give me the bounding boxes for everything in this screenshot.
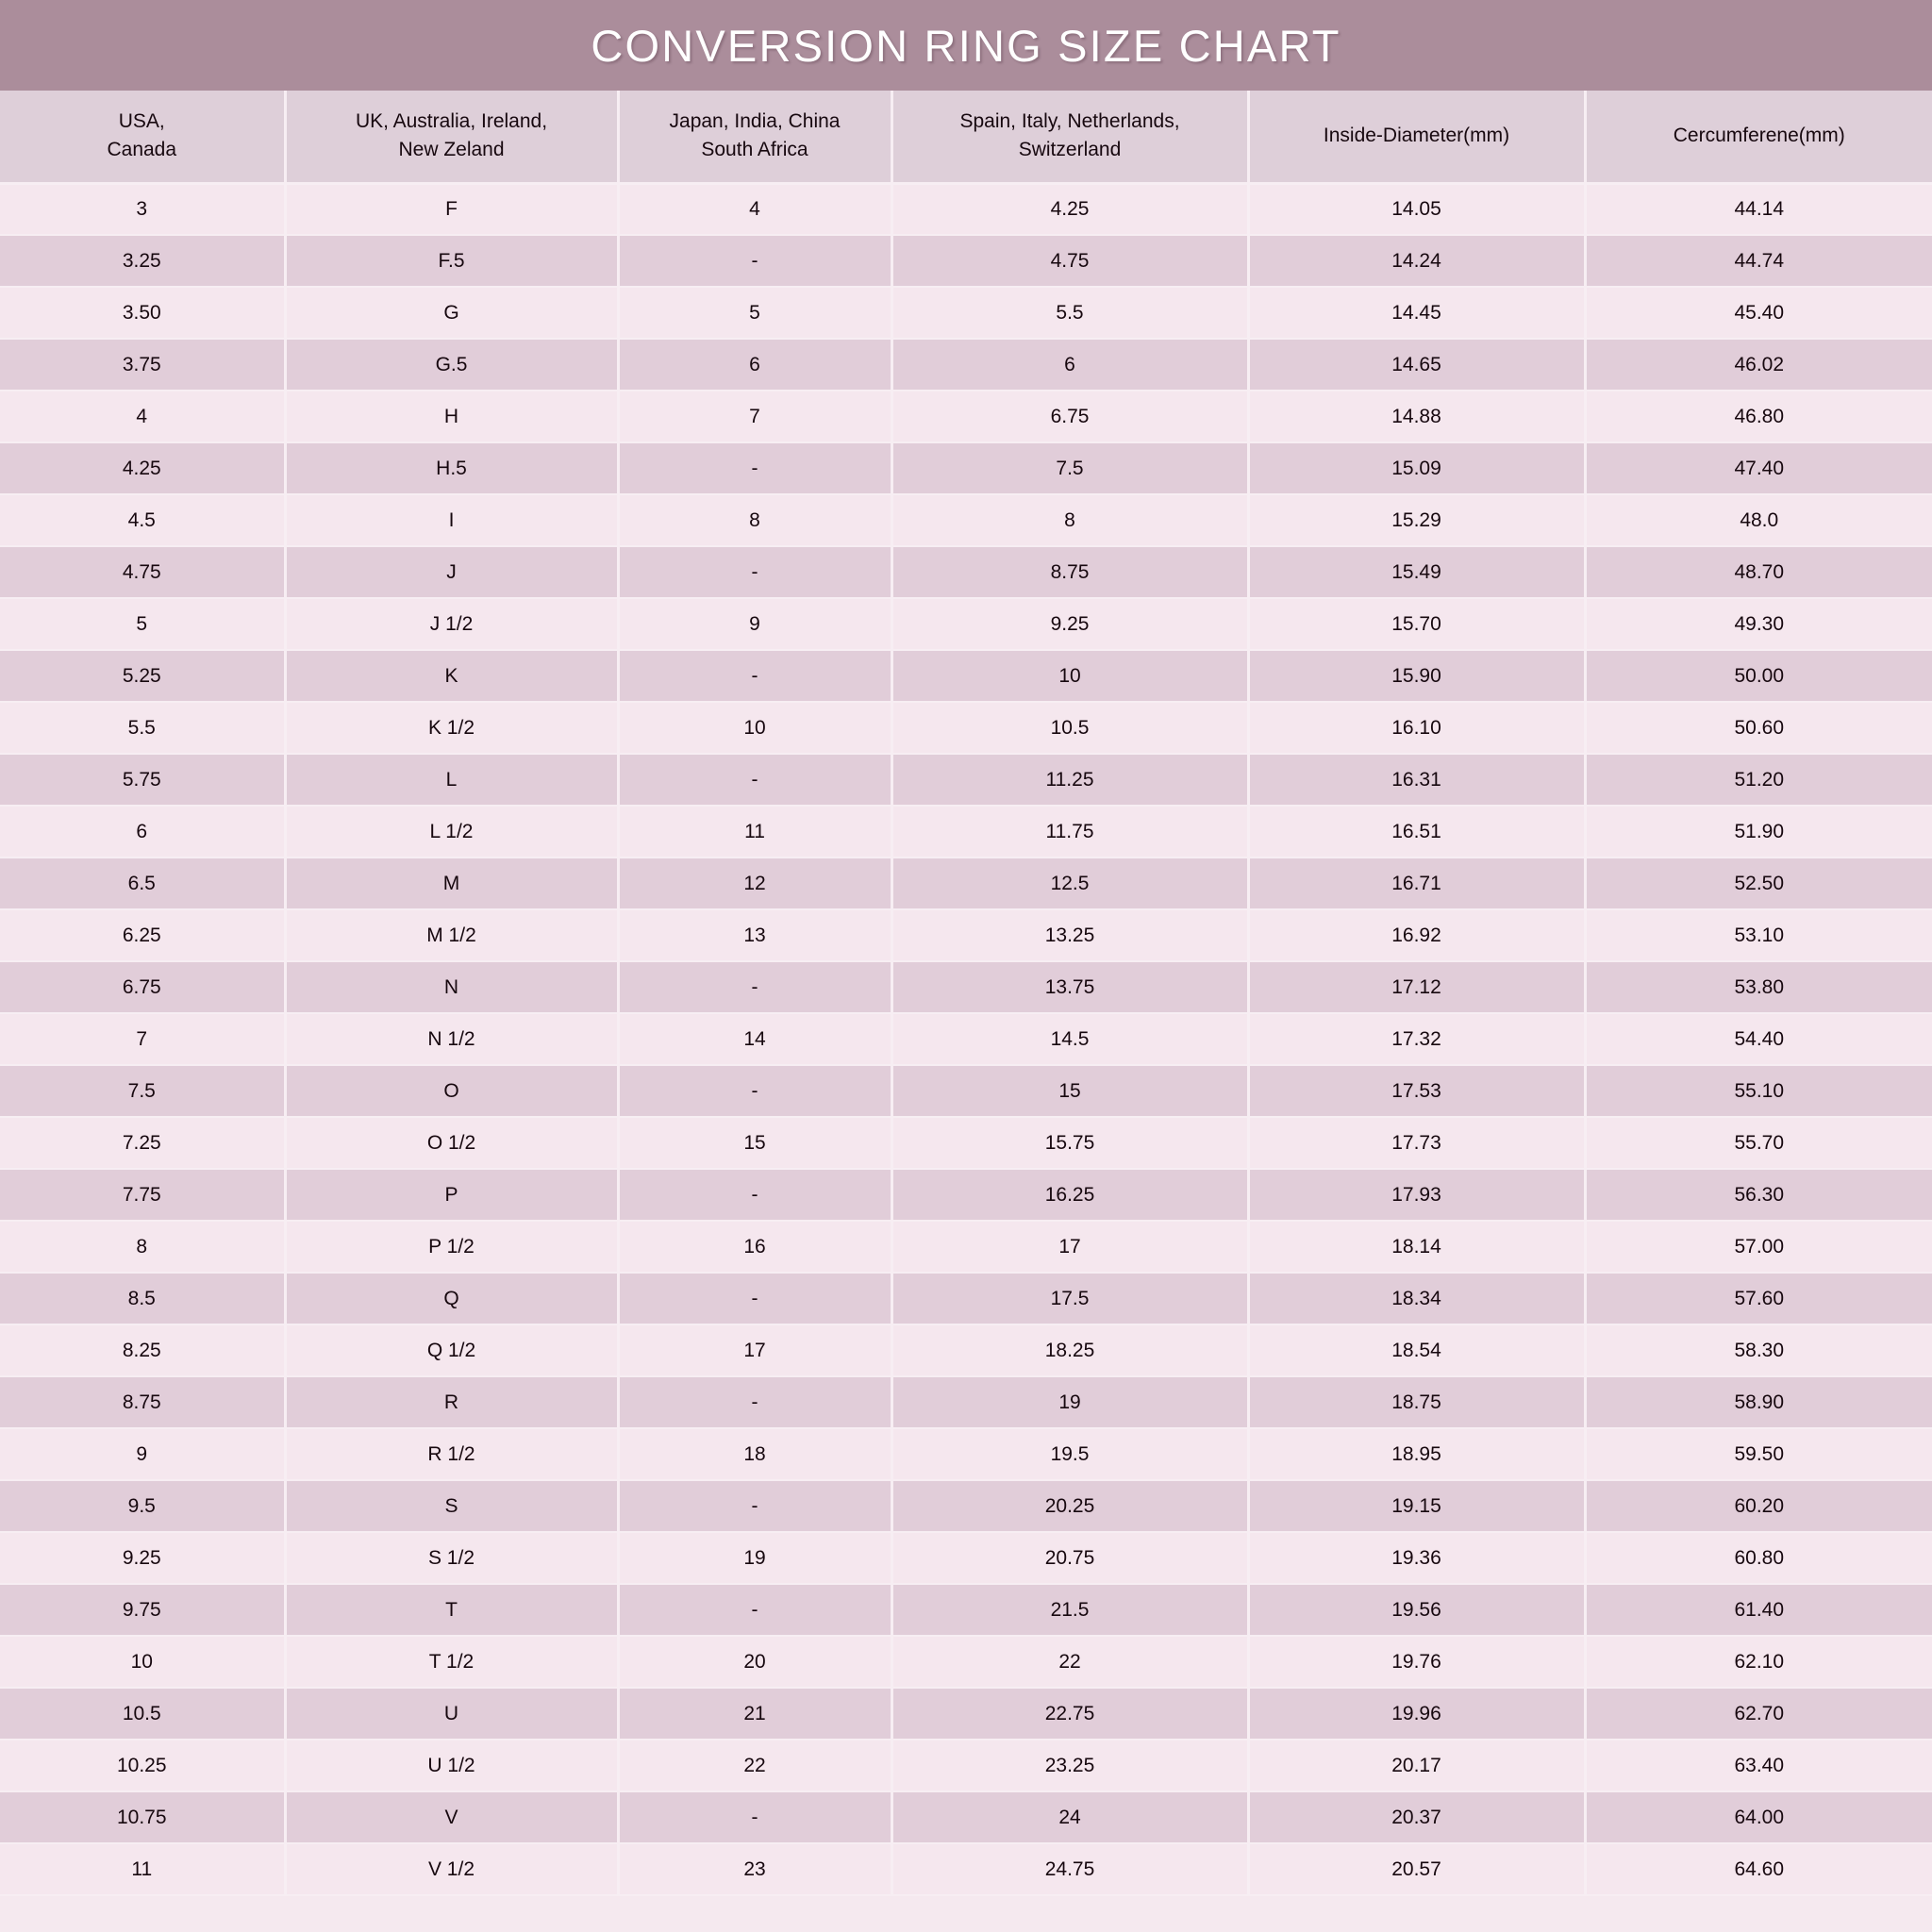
table-cell-col3: 12.5	[891, 858, 1248, 909]
table-cell-col1: V 1/2	[285, 1843, 618, 1895]
table-cell-col4: 20.37	[1248, 1791, 1585, 1843]
table-cell-col1: S 1/2	[285, 1532, 618, 1584]
table-cell-col1: G.5	[285, 339, 618, 391]
table-cell-col0: 7	[0, 1013, 285, 1065]
table-cell-col4: 19.15	[1248, 1480, 1585, 1532]
table-cell-col2: 6	[618, 339, 891, 391]
table-cell-col1: H.5	[285, 442, 618, 494]
table-row	[0, 754, 1932, 806]
table-cell-col5: 46.02	[1585, 339, 1932, 391]
table-cell-col5: 44.14	[1585, 183, 1932, 235]
table-cell-col1: O 1/2	[285, 1117, 618, 1169]
table-cell-col1: P	[285, 1169, 618, 1221]
table-cell-col4: 18.75	[1248, 1376, 1585, 1428]
table-cell-col2: 18	[618, 1428, 891, 1480]
table-cell-col0: 7.5	[0, 1065, 285, 1117]
table-cell-col3: 15.75	[891, 1117, 1248, 1169]
table-row	[0, 1273, 1932, 1324]
table-cell-col1: I	[285, 494, 618, 546]
table-cell-col1: J	[285, 546, 618, 598]
table-row	[0, 1480, 1932, 1532]
table-cell-col3: 7.5	[891, 442, 1248, 494]
table-cell-col1: G	[285, 287, 618, 339]
table-cell-col2: -	[618, 961, 891, 1013]
column-header-5	[1585, 91, 1932, 183]
table-cell-col4: 15.09	[1248, 442, 1585, 494]
table-cell-col3: 18.25	[891, 1324, 1248, 1376]
table-cell-col3: 10.5	[891, 702, 1248, 754]
table-row	[0, 1376, 1932, 1428]
table-cell-col1: T	[285, 1584, 618, 1636]
table-cell-col5: 54.40	[1585, 1013, 1932, 1065]
table-cell-col2: 13	[618, 909, 891, 961]
table-cell-col3: 17.5	[891, 1273, 1248, 1324]
column-header-1	[285, 91, 618, 183]
table-cell-col0: 3.50	[0, 287, 285, 339]
table-cell-col2: 17	[618, 1324, 891, 1376]
table-cell-col1: S	[285, 1480, 618, 1532]
table-cell-col0: 9	[0, 1428, 285, 1480]
table-cell-col2: 15	[618, 1117, 891, 1169]
table-row	[0, 1221, 1932, 1273]
table-cell-col5: 47.40	[1585, 442, 1932, 494]
table-cell-col4: 16.10	[1248, 702, 1585, 754]
table-cell-col3: 21.5	[891, 1584, 1248, 1636]
table-cell-col5: 57.60	[1585, 1273, 1932, 1324]
table-row	[0, 1532, 1932, 1584]
table-cell-col5: 58.90	[1585, 1376, 1932, 1428]
column-header-line: Cercumferene(mm)	[1673, 125, 1845, 147]
column-header-0	[0, 91, 285, 183]
table-row	[0, 1428, 1932, 1480]
table-cell-col4: 17.73	[1248, 1117, 1585, 1169]
table-cell-col1: Q 1/2	[285, 1324, 618, 1376]
table-cell-col1: K 1/2	[285, 702, 618, 754]
table-cell-col2: 22	[618, 1740, 891, 1791]
table-cell-col0: 6.75	[0, 961, 285, 1013]
table-cell-col4: 17.53	[1248, 1065, 1585, 1117]
table-cell-col4: 19.36	[1248, 1532, 1585, 1584]
table-cell-col1: L	[285, 754, 618, 806]
table-cell-col0: 9.25	[0, 1532, 285, 1584]
table-cell-col0: 10.5	[0, 1688, 285, 1740]
table-cell-col5: 60.80	[1585, 1532, 1932, 1584]
table-cell-col2: 12	[618, 858, 891, 909]
table-cell-col4: 15.49	[1248, 546, 1585, 598]
table-cell-col3: 13.25	[891, 909, 1248, 961]
table-cell-col2: -	[618, 442, 891, 494]
table-cell-col5: 55.10	[1585, 1065, 1932, 1117]
table-cell-col3: 22.75	[891, 1688, 1248, 1740]
table-row	[0, 806, 1932, 858]
table-cell-col4: 16.31	[1248, 754, 1585, 806]
column-header-line: Spain, Italy, Netherlands,	[959, 110, 1180, 133]
table-cell-col0: 10.75	[0, 1791, 285, 1843]
table-cell-col2: 10	[618, 702, 891, 754]
table-cell-col4: 14.24	[1248, 235, 1585, 287]
table-cell-col2: -	[618, 1376, 891, 1428]
column-header-line: USA,	[118, 110, 165, 133]
table-row	[0, 650, 1932, 702]
table-cell-col5: 51.90	[1585, 806, 1932, 858]
title-banner	[0, 0, 1932, 91]
table-row	[0, 1791, 1932, 1843]
table-row	[0, 1636, 1932, 1688]
table-cell-col3: 20.75	[891, 1532, 1248, 1584]
table-cell-col3: 8.75	[891, 546, 1248, 598]
table-cell-col3: 17	[891, 1221, 1248, 1273]
table-cell-col3: 13.75	[891, 961, 1248, 1013]
table-cell-col3: 24	[891, 1791, 1248, 1843]
table-cell-col4: 19.56	[1248, 1584, 1585, 1636]
table-cell-col3: 16.25	[891, 1169, 1248, 1221]
table-cell-col5: 60.20	[1585, 1480, 1932, 1532]
table-cell-col2: -	[618, 1584, 891, 1636]
table-cell-col4: 17.32	[1248, 1013, 1585, 1065]
table-cell-col3: 24.75	[891, 1843, 1248, 1895]
table-row	[0, 546, 1932, 598]
table-cell-col0: 10	[0, 1636, 285, 1688]
table-cell-col4: 15.29	[1248, 494, 1585, 546]
table-cell-col2: 9	[618, 598, 891, 650]
conversion-table	[0, 91, 1932, 1896]
table-cell-col5: 64.00	[1585, 1791, 1932, 1843]
table-cell-col4: 18.14	[1248, 1221, 1585, 1273]
column-header-line: New Zeland	[398, 139, 505, 161]
table-cell-col5: 63.40	[1585, 1740, 1932, 1791]
table-cell-col1: U 1/2	[285, 1740, 618, 1791]
table-cell-col3: 5.5	[891, 287, 1248, 339]
table-cell-col2: -	[618, 650, 891, 702]
table-cell-col1: Q	[285, 1273, 618, 1324]
table-cell-col5: 53.80	[1585, 961, 1932, 1013]
table-row	[0, 1065, 1932, 1117]
table-cell-col4: 14.45	[1248, 287, 1585, 339]
table-row	[0, 1324, 1932, 1376]
table-row	[0, 287, 1932, 339]
table-cell-col0: 5	[0, 598, 285, 650]
table-cell-col2: 21	[618, 1688, 891, 1740]
table-cell-col0: 5.75	[0, 754, 285, 806]
table-cell-col3: 8	[891, 494, 1248, 546]
table-cell-col5: 53.10	[1585, 909, 1932, 961]
table-cell-col0: 3	[0, 183, 285, 235]
table-cell-col3: 4.25	[891, 183, 1248, 235]
column-header-line: Canada	[107, 139, 177, 161]
table-row	[0, 858, 1932, 909]
table-cell-col2: 20	[618, 1636, 891, 1688]
column-header-3	[891, 91, 1248, 183]
table-cell-col5: 57.00	[1585, 1221, 1932, 1273]
table-cell-col2: 4	[618, 183, 891, 235]
column-header-line: Switzerland	[1018, 139, 1122, 161]
table-cell-col1: N 1/2	[285, 1013, 618, 1065]
table-cell-col0: 9.75	[0, 1584, 285, 1636]
table-cell-col2: 19	[618, 1532, 891, 1584]
table-cell-col1: L 1/2	[285, 806, 618, 858]
table-cell-col4: 15.70	[1248, 598, 1585, 650]
table-cell-col5: 51.20	[1585, 754, 1932, 806]
table-cell-col4: 18.34	[1248, 1273, 1585, 1324]
table-row	[0, 961, 1932, 1013]
table-cell-col1: N	[285, 961, 618, 1013]
table-cell-col5: 52.50	[1585, 858, 1932, 909]
table-cell-col1: R 1/2	[285, 1428, 618, 1480]
table-cell-col1: U	[285, 1688, 618, 1740]
table-cell-col0: 4.5	[0, 494, 285, 546]
table-cell-col3: 4.75	[891, 235, 1248, 287]
table-cell-col5: 59.50	[1585, 1428, 1932, 1480]
table-cell-col2: 14	[618, 1013, 891, 1065]
table-row	[0, 1843, 1932, 1895]
table-row	[0, 1740, 1932, 1791]
table-cell-col2: -	[618, 1480, 891, 1532]
table-cell-col4: 14.05	[1248, 183, 1585, 235]
column-header-line: Japan, India, China	[669, 110, 841, 133]
table-cell-col3: 9.25	[891, 598, 1248, 650]
table-cell-col1: F.5	[285, 235, 618, 287]
table-cell-col4: 14.65	[1248, 339, 1585, 391]
table-cell-col0: 8.5	[0, 1273, 285, 1324]
column-header-line: UK, Australia, Ireland,	[355, 110, 548, 133]
table-cell-col3: 22	[891, 1636, 1248, 1688]
table-cell-col4: 16.71	[1248, 858, 1585, 909]
table-row	[0, 391, 1932, 442]
table-cell-col1: P 1/2	[285, 1221, 618, 1273]
table-cell-col5: 49.30	[1585, 598, 1932, 650]
table-cell-col3: 23.25	[891, 1740, 1248, 1791]
table-cell-col0: 11	[0, 1843, 285, 1895]
column-header-4	[1248, 91, 1585, 183]
table-cell-col5: 48.70	[1585, 546, 1932, 598]
table-row	[0, 183, 1932, 235]
table-cell-col1: M	[285, 858, 618, 909]
table-cell-col5: 62.70	[1585, 1688, 1932, 1740]
table-cell-col4: 19.96	[1248, 1688, 1585, 1740]
table-cell-col0: 3.75	[0, 339, 285, 391]
table-cell-col3: 19.5	[891, 1428, 1248, 1480]
table-cell-col0: 6	[0, 806, 285, 858]
table-cell-col4: 18.95	[1248, 1428, 1585, 1480]
table-cell-col0: 10.25	[0, 1740, 285, 1791]
table-cell-col5: 64.60	[1585, 1843, 1932, 1895]
table-cell-col4: 16.51	[1248, 806, 1585, 858]
table-cell-col0: 5.25	[0, 650, 285, 702]
table-cell-col2: 23	[618, 1843, 891, 1895]
table-cell-col3: 14.5	[891, 1013, 1248, 1065]
table-cell-col4: 20.57	[1248, 1843, 1585, 1895]
table-cell-col4: 16.92	[1248, 909, 1585, 961]
table-cell-col0: 7.75	[0, 1169, 285, 1221]
table-cell-col1: K	[285, 650, 618, 702]
table-cell-col3: 6	[891, 339, 1248, 391]
table-row	[0, 909, 1932, 961]
table-cell-col5: 46.80	[1585, 391, 1932, 442]
column-header-line: Inside-Diameter(mm)	[1323, 125, 1510, 147]
table-body	[0, 183, 1932, 1895]
column-header-line: South Africa	[701, 139, 808, 161]
table-cell-col3: 11.75	[891, 806, 1248, 858]
table-cell-col0: 7.25	[0, 1117, 285, 1169]
table-header-row	[0, 91, 1932, 183]
table-cell-col4: 19.76	[1248, 1636, 1585, 1688]
table-cell-col5: 56.30	[1585, 1169, 1932, 1221]
table-cell-col3: 11.25	[891, 754, 1248, 806]
table-cell-col0: 4.25	[0, 442, 285, 494]
table-cell-col3: 6.75	[891, 391, 1248, 442]
table-cell-col2: -	[618, 1273, 891, 1324]
table-cell-col2: 16	[618, 1221, 891, 1273]
column-header-2	[618, 91, 891, 183]
table-cell-col0: 6.5	[0, 858, 285, 909]
table-cell-col0: 8.25	[0, 1324, 285, 1376]
table-cell-col2: -	[618, 754, 891, 806]
table-cell-col4: 17.93	[1248, 1169, 1585, 1221]
table-cell-col5: 62.10	[1585, 1636, 1932, 1688]
table-row	[0, 235, 1932, 287]
table-cell-col0: 6.25	[0, 909, 285, 961]
table-cell-col2: 8	[618, 494, 891, 546]
table-cell-col5: 50.60	[1585, 702, 1932, 754]
table-row	[0, 442, 1932, 494]
table-cell-col5: 48.0	[1585, 494, 1932, 546]
table-cell-col4: 18.54	[1248, 1324, 1585, 1376]
table-cell-col5: 45.40	[1585, 287, 1932, 339]
table-header	[0, 91, 1932, 183]
table-cell-col2: -	[618, 1791, 891, 1843]
table-cell-col2: -	[618, 546, 891, 598]
table-cell-col3: 15	[891, 1065, 1248, 1117]
table-cell-col5: 58.30	[1585, 1324, 1932, 1376]
table-cell-col0: 4.75	[0, 546, 285, 598]
table-cell-col2: -	[618, 235, 891, 287]
table-cell-col1: M 1/2	[285, 909, 618, 961]
table-cell-col1: T 1/2	[285, 1636, 618, 1688]
page-title: CONVERSION RING SIZE CHART	[591, 20, 1341, 71]
table-row	[0, 702, 1932, 754]
table-cell-col4: 15.90	[1248, 650, 1585, 702]
table-cell-col3: 10	[891, 650, 1248, 702]
table-row	[0, 1584, 1932, 1636]
table-cell-col5: 55.70	[1585, 1117, 1932, 1169]
table-cell-col2: 7	[618, 391, 891, 442]
table-cell-col1: V	[285, 1791, 618, 1843]
table-cell-col5: 50.00	[1585, 650, 1932, 702]
table-cell-col2: 5	[618, 287, 891, 339]
table-cell-col0: 5.5	[0, 702, 285, 754]
table-cell-col2: -	[618, 1169, 891, 1221]
table-cell-col0: 9.5	[0, 1480, 285, 1532]
table-cell-col1: J 1/2	[285, 598, 618, 650]
table-cell-col0: 8.75	[0, 1376, 285, 1428]
table-cell-col3: 19	[891, 1376, 1248, 1428]
table-cell-col1: F	[285, 183, 618, 235]
table-cell-col0: 3.25	[0, 235, 285, 287]
table-row	[0, 339, 1932, 391]
table-row	[0, 1169, 1932, 1221]
table-cell-col4: 17.12	[1248, 961, 1585, 1013]
table-row	[0, 1688, 1932, 1740]
table-cell-col4: 14.88	[1248, 391, 1585, 442]
table-cell-col0: 8	[0, 1221, 285, 1273]
table-cell-col5: 61.40	[1585, 1584, 1932, 1636]
table-cell-col3: 20.25	[891, 1480, 1248, 1532]
table-cell-col0: 4	[0, 391, 285, 442]
table-row	[0, 598, 1932, 650]
table-row	[0, 1013, 1932, 1065]
table-cell-col5: 44.74	[1585, 235, 1932, 287]
table-row	[0, 1117, 1932, 1169]
table-cell-col4: 20.17	[1248, 1740, 1585, 1791]
table-cell-col2: 11	[618, 806, 891, 858]
table-cell-col2: -	[618, 1065, 891, 1117]
table-cell-col1: O	[285, 1065, 618, 1117]
table-cell-col1: H	[285, 391, 618, 442]
table-row	[0, 494, 1932, 546]
table-cell-col1: R	[285, 1376, 618, 1428]
